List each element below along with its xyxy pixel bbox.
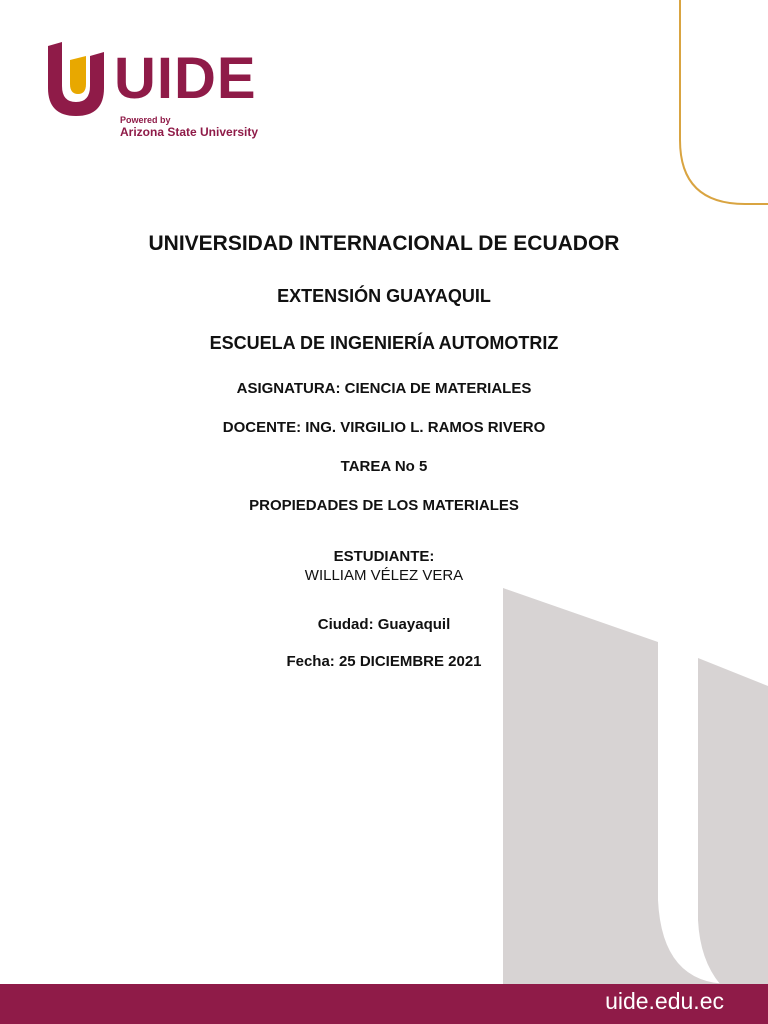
uide-logo xyxy=(48,42,278,142)
student-name: WILLIAM VÉLEZ VERA xyxy=(304,567,464,584)
city-line: Ciudad: Guayaquil xyxy=(317,616,451,633)
logo-partner: Arizona State University xyxy=(120,125,259,139)
footer-url: uide.edu.ec xyxy=(605,988,724,1014)
logo-powered-by: Powered by xyxy=(120,115,171,125)
footer-bar xyxy=(0,984,768,1024)
university-title: UNIVERSIDAD INTERNACIONAL DE ECUADOR xyxy=(148,232,620,255)
uide-logo-mark-icon xyxy=(48,42,104,116)
cover-content xyxy=(0,232,768,670)
gray-u-shape-right-stroke xyxy=(698,658,768,984)
topic-line: PROPIEDADES DE LOS MATERIALES xyxy=(249,497,519,514)
extension-title: EXTENSIÓN GUAYAQUIL xyxy=(277,286,491,306)
subject-line: ASIGNATURA: CIENCIA DE MATERIALES xyxy=(236,380,532,397)
task-line: TAREA No 5 xyxy=(340,458,428,475)
teacher-line: DOCENTE: ING. VIRGILIO L. RAMOS RIVERO xyxy=(222,419,546,436)
logo-wordmark: UIDE xyxy=(114,46,257,111)
student-label: ESTUDIANTE: xyxy=(333,548,435,565)
date-line: Fecha: 25 DICIEMBRE 2021 xyxy=(286,653,482,670)
gold-arc-decoration xyxy=(680,0,768,204)
school-title: ESCUELA DE INGENIERÍA AUTOMOTRIZ xyxy=(209,333,559,353)
